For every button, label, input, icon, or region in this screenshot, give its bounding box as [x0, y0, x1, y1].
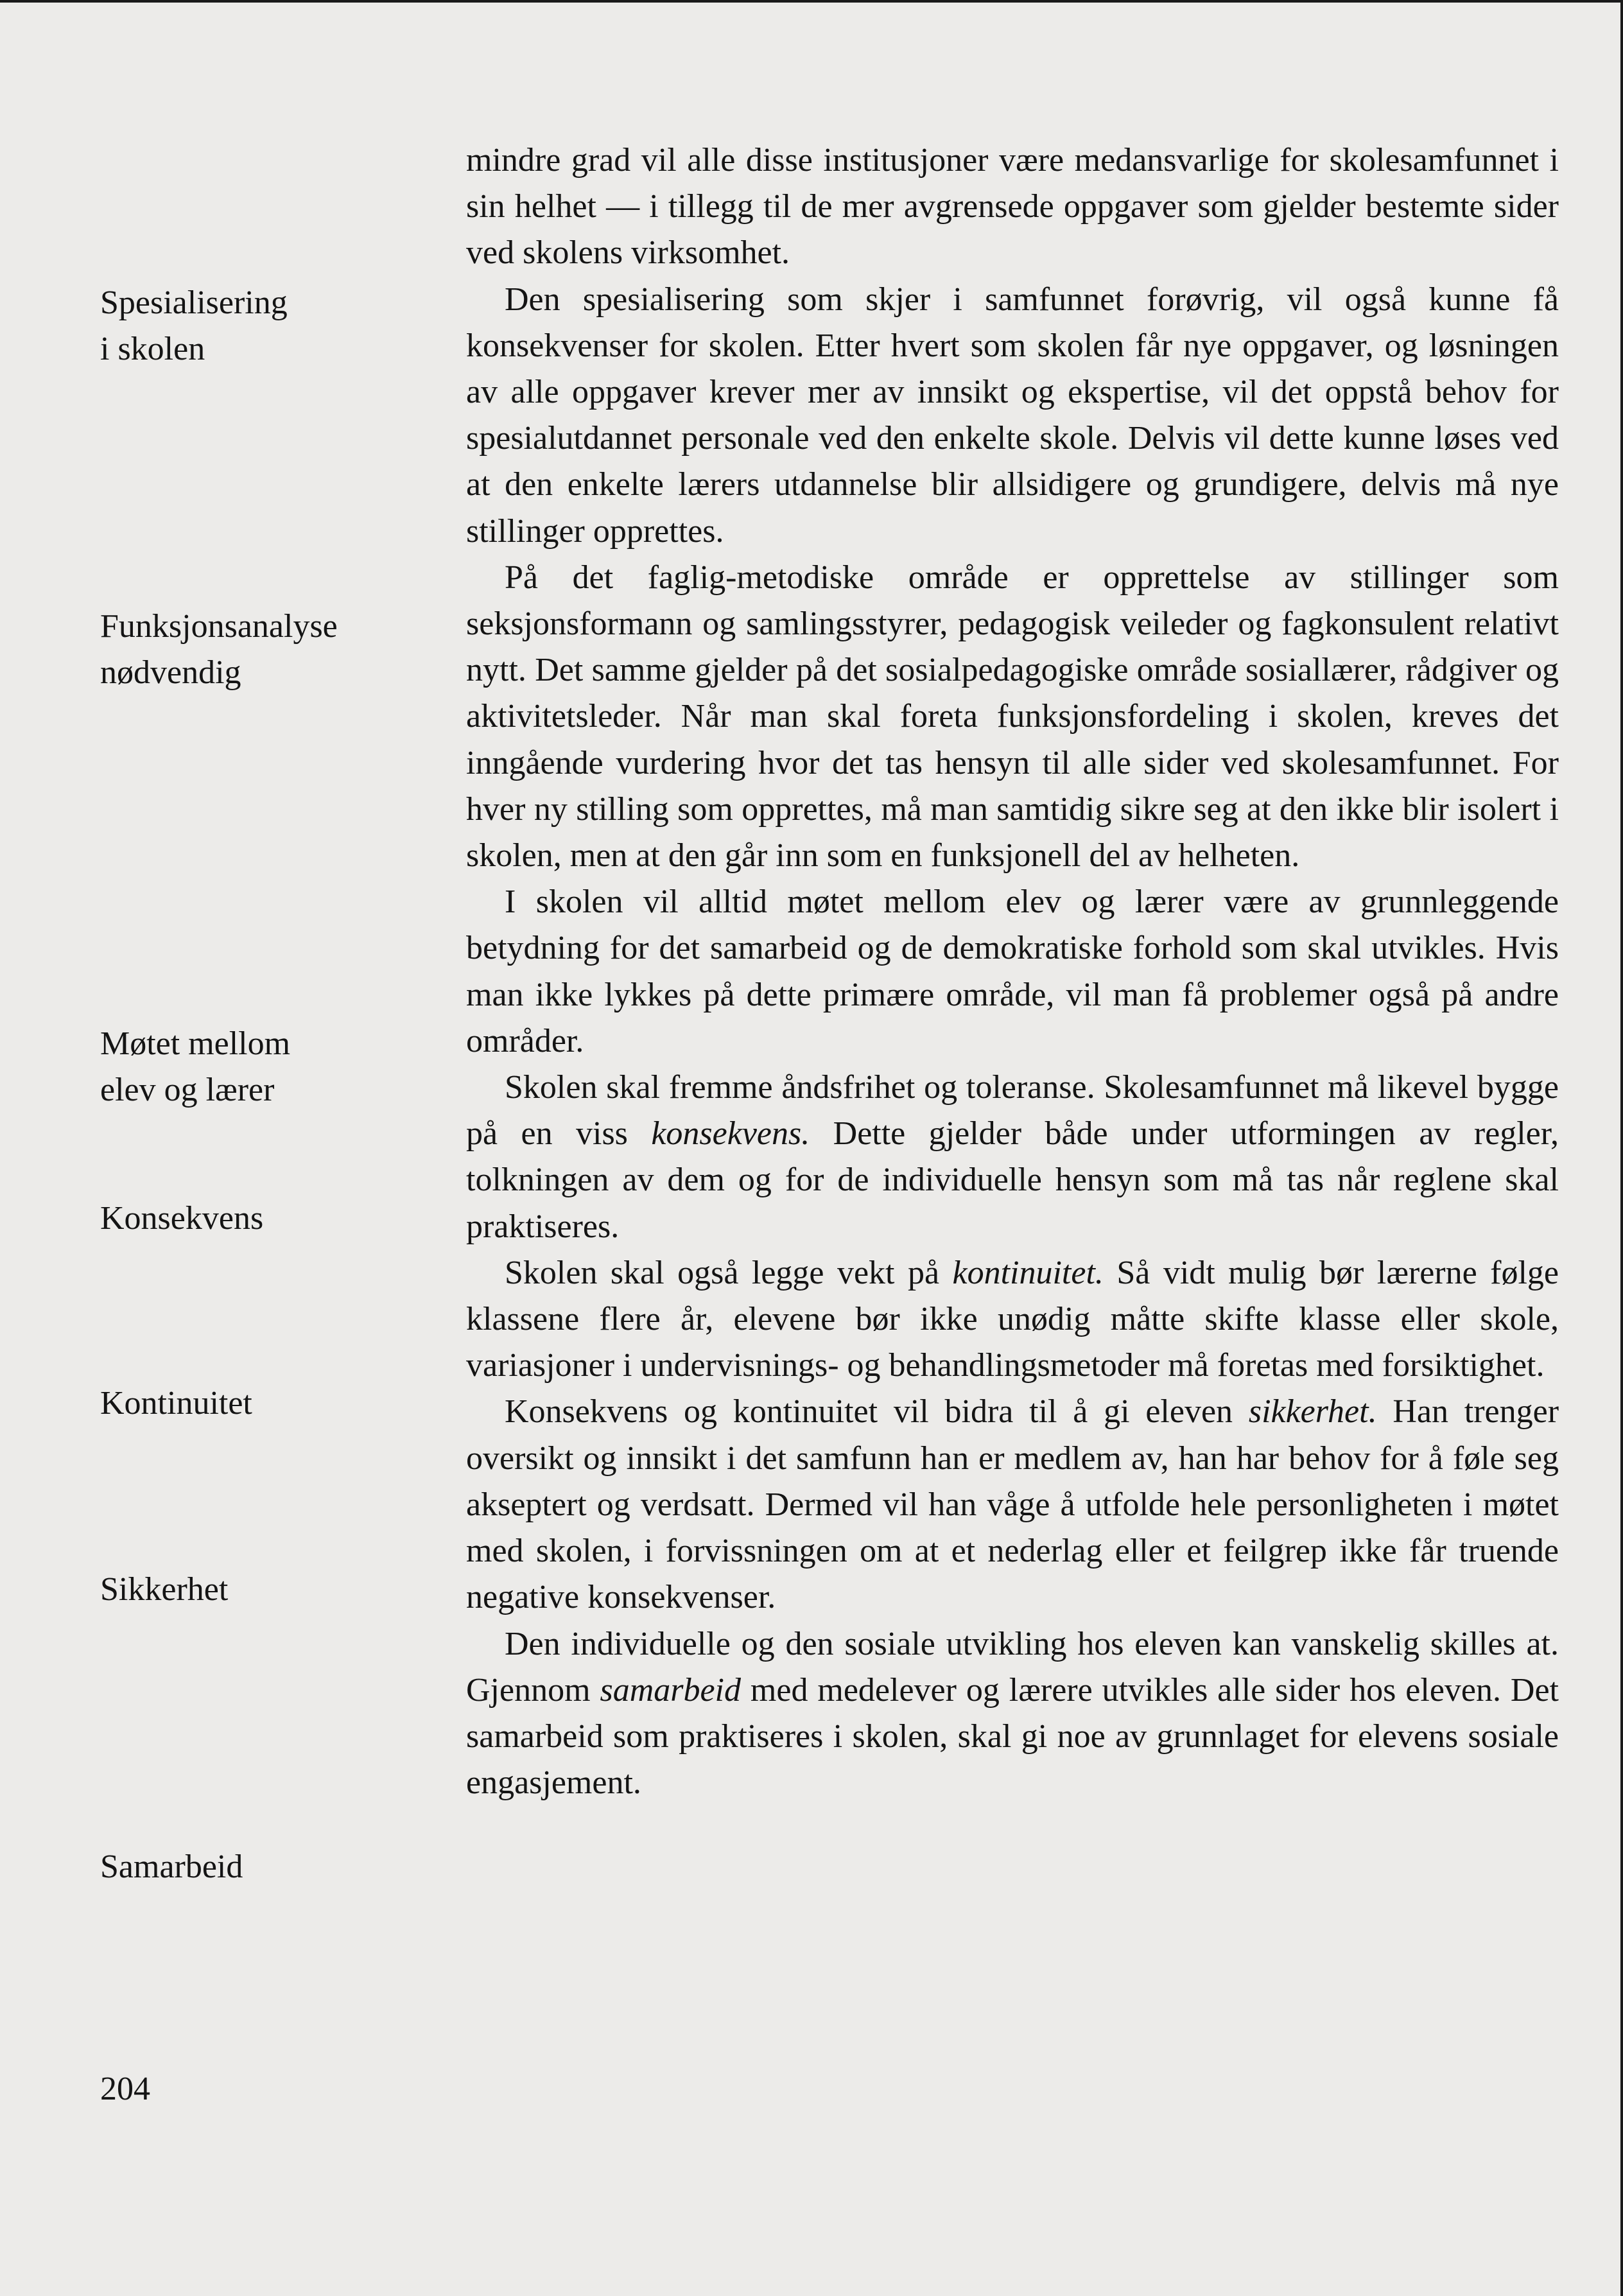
paragraph-5-text-a: Skolen skal fremme åndsfrihet og toleranse. Skolesamfunnet må likevel bygge på en viss [466, 1069, 1559, 1152]
body-text [466, 137, 1559, 1806]
paragraph-7-text-b: Han trenger oversikt og innsikt i det samfunn han er medlem av, han har behov for å føle seg akseptert og verdsatt. Dermed vil han våge å utfolde hele personligheten i møtet med skolen, i forvissningen om at et nederlag eller et feilgrep ikke får truende negative konsekvenser. [466, 1393, 1559, 1616]
paragraph-7 [466, 1389, 1559, 1621]
margin-note-konsekvens: Konsekvens [100, 1200, 264, 1237]
margin-note-sikkerhet: Sikkerhet [100, 1571, 229, 1608]
paragraph-6-text-a: Skolen skal også legge vekt på [505, 1254, 953, 1291]
emphasis-kontinuitet: kontinuitet. [952, 1254, 1104, 1291]
emphasis-sikkerhet: sikkerhet. [1248, 1393, 1377, 1431]
paragraph-8 [466, 1621, 1559, 1807]
paragraph-6 [466, 1250, 1559, 1389]
margin-note-funksjonsanalyse: Funksjonsanalyse nødvendig [100, 608, 338, 691]
paragraph-5 [466, 1065, 1559, 1250]
paragraph-2: Den spesialisering som skjer i samfunnet forøvrig, vil også kunne få konsekvenser for skolen. Etter hvert som skolen får nye oppgaver, og løsningen av alle oppgaver krever mer av innsikt og ekspertise, vil det oppstå behov for spesialutdannet personale ved den enkelte skole. Delvis vil dette kunne løses ved at den enkelte lærers utdannelse blir allsidigere og grundigere, delvis må nye stillinger opprettes. [466, 281, 1559, 550]
margin-note-spesialisering: Spesialisering i skolen [100, 284, 288, 367]
paragraph-8-text-b: med medelever og lærere utvikles alle sider hos eleven. Det samarbeid som praktiseres i skolen, skal gi noe av grunnlaget for elevens sosiale engasjement. [466, 1671, 1559, 1802]
paragraph-5-text-b: Dette gjelder både under utformingen av regler, tolkningen av dem og for de individuelle hensyn som må tas når reglene skal praktiseres. [466, 1115, 1559, 1245]
margin-note-motet: Møtet mellom elev og lærer [100, 1025, 291, 1108]
paragraph-6-text-b: Så vidt mulig bør lærerne følge klassene flere år, elevene bør ikke unødig måtte skifte klasse eller skole, variasjoner i undervisnings- og behandlingsmetoder må foretas med forsiktighet. [466, 1254, 1559, 1384]
paragraph-7-text-a: Konsekvens og kontinuitet vil bidra til å gi eleven [505, 1393, 1249, 1431]
page-number: 204 [100, 2071, 150, 2107]
paragraph-4: I skolen vil alltid møtet mellom elev og lærer være av grunnleggende betydning for det samarbeid og de demokratiske forhold som skal utvikles. Hvis man ikke lykkes på dette primære område, vil man få problemer også på andre områder. [466, 883, 1559, 1059]
margin-note-kontinuitet: Kontinuitet [100, 1385, 252, 1422]
emphasis-samarbeid: samarbeid [600, 1671, 742, 1709]
emphasis-konsekvens: konsekvens. [651, 1115, 810, 1152]
paragraph-3: På det faglig-metodiske område er opprettelse av stillinger som seksjonsformann og samlingsstyrer, pedagogisk veileder og fagkonsulent relativt nytt. Det samme gjelder på det sosialpedagogiske område sosiallærer, rådgiver og aktivitetsleder. Når man skal foreta funksjonsfordeling i skolen, kreves det inngående vurdering hvor det tas hensyn til alle sider ved skolesamfunnet. For hver ny stilling som opprettes, må man samtidig sikre seg at den ikke blir isolert i skolen, men at den går inn som en funksjonell del av helheten. [466, 559, 1559, 874]
margin-note-samarbeid: Samarbeid [100, 1848, 243, 1885]
paragraph-1: mindre grad vil alle disse institusjoner være medansvarlige for skolesamfunnet i sin helhet — i tillegg til de mer avgrensede oppgaver som gjelder bestemte sider ved skolens virksomhet. [466, 142, 1559, 272]
paragraph-8-text-a: Den individuelle og den sosiale utvikling hos eleven kan vanskelig skilles at. Gjennom [466, 1625, 1559, 1709]
